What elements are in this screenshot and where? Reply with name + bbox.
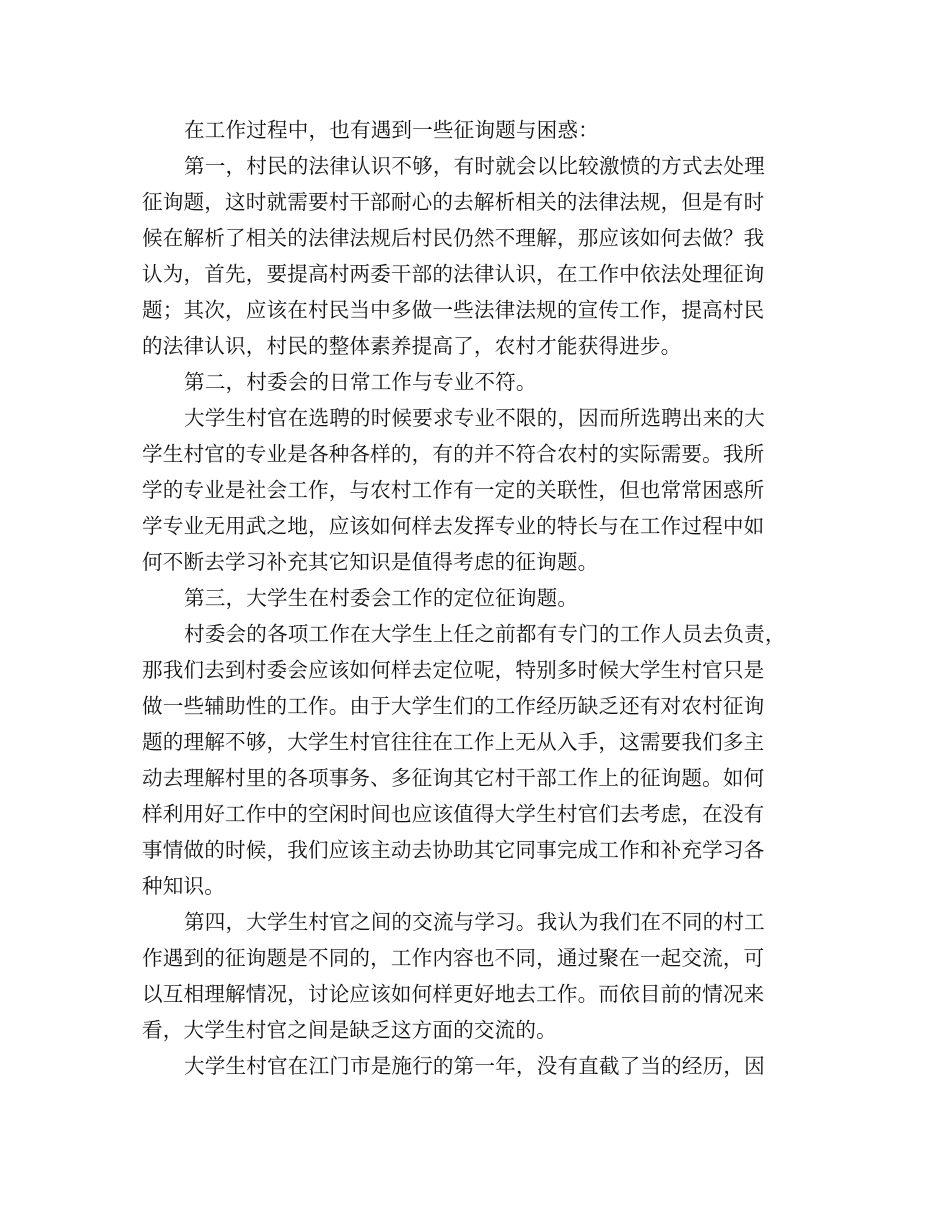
paragraph-line: 做一些辅助性的工作。由于大学生们的工作经历缺乏还有对农村征询 bbox=[142, 694, 765, 718]
paragraph-line: 何不断去学习补充其它知识是值得考虑的征询题。 bbox=[142, 550, 599, 574]
paragraph-line: 学的专业是社会工作，与农村工作有一定的关联性，但也常常困惑所 bbox=[142, 478, 765, 502]
paragraph-line: 种知识。 bbox=[142, 874, 225, 898]
paragraph-line: 动去理解村里的各项事务、多征询其它村干部工作上的征询题。如何 bbox=[142, 766, 765, 790]
paragraph-line: 认为，首先，要提高村两委干部的法律认识，在工作中依法处理征询 bbox=[142, 262, 765, 286]
paragraph-line: 村委会的各项工作在大学生上任之前都有专门的工作人员去负责， bbox=[184, 622, 786, 646]
paragraph-line: 第四，大学生村官之间的交流与学习。我认为我们在不同的村工 bbox=[184, 910, 765, 934]
paragraph-line: 在工作过程中，也有遇到一些征询题与困惑： bbox=[184, 118, 599, 142]
paragraph-line: 学专业无用武之地，应该如何样去发挥专业的特长与在工作过程中如 bbox=[142, 514, 765, 538]
paragraph-line: 大学生村官在江门市是施行的第一年，没有直截了当的经历，因 bbox=[184, 1054, 765, 1078]
paragraph-line: 第一，村民的法律认识不够，有时就会以比较激愤的方式去处理 bbox=[184, 154, 765, 178]
paragraph-line: 样利用好工作中的空闲时间也应该值得大学生村官们去考虑，在没有 bbox=[142, 802, 765, 826]
paragraph-line: 学生村官的专业是各种各样的，有的并不符合农村的实际需要。我所 bbox=[142, 442, 765, 466]
paragraph-line: 大学生村官在选聘的时候要求专业不限的，因而所选聘出来的大 bbox=[184, 406, 765, 430]
paragraph-line: 事情做的时候，我们应该主动去协助其它同事完成工作和补充学习各 bbox=[142, 838, 765, 862]
paragraph-line: 以互相理解情况，讨论应该如何样更好地去工作。而依目前的情况来 bbox=[142, 982, 765, 1006]
paragraph-line: 第二，村委会的日常工作与专业不符。 bbox=[184, 370, 537, 394]
paragraph-line: 征询题，这时就需要村干部耐心的去解析相关的法律法规，但是有时 bbox=[142, 190, 765, 214]
paragraph-line: 那我们去到村委会应该如何样去定位呢，特别多时候大学生村官只是 bbox=[142, 658, 765, 682]
paragraph-line: 的法律认识，村民的整体素养提高了，农村才能获得进步。 bbox=[142, 334, 682, 358]
paragraph-line: 第三，大学生在村委会工作的定位征询题。 bbox=[184, 586, 579, 610]
paragraph-line: 题的理解不够，大学生村官往往在工作上无从入手，这需要我们多主 bbox=[142, 730, 765, 754]
paragraph-line: 题；其次，应该在村民当中多做一些法律法规的宣传工作，提高村民 bbox=[142, 298, 765, 322]
paragraph-line: 作遇到的征询题是不同的，工作内容也不同，通过聚在一起交流，可 bbox=[142, 946, 765, 970]
paragraph-line: 看，大学生村官之间是缺乏这方面的交流的。 bbox=[142, 1018, 557, 1042]
paragraph-line: 候在解析了相关的法律法规后村民仍然不理解，那应该如何去做？我 bbox=[142, 226, 765, 250]
